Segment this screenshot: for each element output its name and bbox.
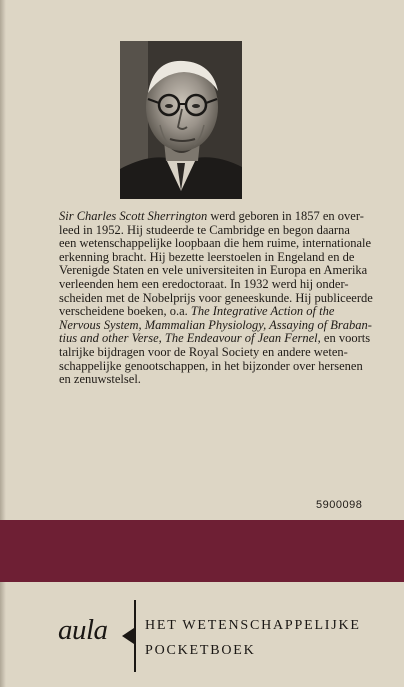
series-title-line2: POCKETBOEK <box>145 643 256 658</box>
bio-line <box>59 210 389 224</box>
bio-line: Verenigde Staten en vele universiteiten in Europa en Amerika <box>59 263 368 278</box>
cover-edge-shadow <box>0 0 6 687</box>
bio-line: en zenuwstelsel. <box>59 372 141 387</box>
bio-line: verleenden hem een eredoctoraat. In 1932 werd hij onder- <box>59 276 349 291</box>
book-title: The Integrative Action of the <box>190 304 335 319</box>
author-biography <box>59 210 389 387</box>
portrait-image <box>120 41 242 199</box>
series-title-line1: HET WETENSCHAPPELIJKE <box>145 618 361 633</box>
author-portrait <box>120 41 242 199</box>
bio-line: talrijke bijdragen voor de Royal Society en andere weten- <box>59 344 348 359</box>
book-title: Nervous System, Mammalian Physiology, Assaying of Braban- <box>59 317 372 332</box>
bio-line <box>59 305 389 319</box>
bio-line: erkenning bracht. Hij bezette leerstoelen in Engeland en de <box>59 249 355 264</box>
bio-line <box>59 332 389 346</box>
bio-text: verscheidene boeken, o.a. <box>59 304 191 319</box>
bio-line: leed in 1952. Hij studeerde te Cambridge en begon daarna <box>59 222 350 237</box>
arrow-divider-icon <box>120 600 138 672</box>
bio-line: scheiden met de Nobelprijs voor geneeskunde. Hij publiceerde <box>59 290 373 305</box>
bio-line: een wetenschappelijke loopbaan die hem ruime, internationale <box>59 236 372 251</box>
catalog-number: 5900098 <box>316 499 363 511</box>
publisher-logo: aula <box>58 614 108 646</box>
bio-text: werd geboren in 1857 en over- <box>207 209 364 223</box>
bio-line <box>59 319 389 333</box>
burgundy-band <box>0 520 404 582</box>
bio-text: en voorts <box>320 331 371 346</box>
author-name: Sir Charles Scott Sherrington <box>59 209 208 223</box>
book-title: tius and other Verse, The Endeavour of Jean Fernel, <box>59 331 321 346</box>
bio-line: schappelijke genootschappen, in het bijzonder over hersenen <box>59 358 363 373</box>
